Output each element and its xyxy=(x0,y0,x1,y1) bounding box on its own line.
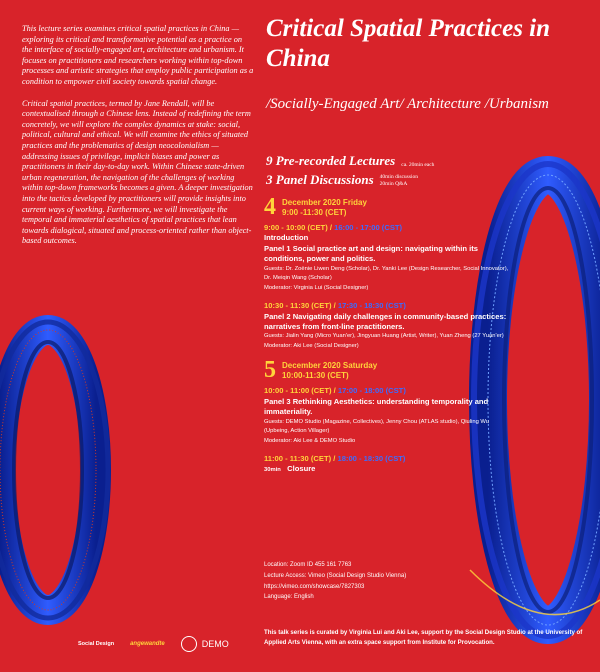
panel-1-time: 9:00 - 10:00 (CET) / 16:00 - 17:00 (CST) xyxy=(264,223,403,232)
schedule xyxy=(264,196,514,484)
event-info xyxy=(264,560,514,603)
intro-paragraph-2: Critical spatial practices, termed by Jane Rendall, will be contextualised through a Chinese lens. Instead of redefining the term concretely, we will explore the complex dynamics at stake: social, political, cultural and ethical. We will examine the ethics of situated practices and the problematics of design neocolonialism — addressing issues of privilege, implicit biases and power as practitioners in their day-to-day work. Within Chinese state-driven urban regeneration, the navigation of the challenges of working within top-down frameworks becomes a given. A deeper investigation into the tactics developed by practitioners will provide insights into current ways of working. Furthermore, we will investigate the temporal and immaterial aesthetics of spatial practices that lean towards dialogical, situated and process-oriented rather than object-based outcomes. xyxy=(22,98,253,246)
day2-date: December 2020 Saturday xyxy=(282,361,378,371)
closure-session xyxy=(264,454,514,476)
panel-1-session xyxy=(264,223,514,293)
lectures-note: ca. 20min each xyxy=(401,162,435,168)
panel-1-guests: Guests: Dr. Zoënie Liwen Deng (Scholar), Dr. Yanki Lee (Design Researcher, Social Innovator), Dr. Meiqin Wang (Scholar) xyxy=(264,265,509,282)
panel-3-time-cet: 10:00 - 11:00 (CET) xyxy=(264,386,332,396)
panel-1-time-cet: 9:00 - 10:00 (CET) xyxy=(264,223,328,232)
panel-1-title: Panel 1 Social practice art and design: navigating within its conditions, power and politics. xyxy=(264,243,478,264)
panel-3-time-cst: 17:00 - 18:00 (CST) xyxy=(337,386,406,396)
panel-3-guests: Guests: DEMO Studio (Magazine, Collectives), Jenny Chou (ATLAS studio), Qiuling Wu (Upbeing, Action Villager) xyxy=(264,418,489,435)
panel-2-time-cst: 17:30 - 18:30 (CST) xyxy=(337,301,406,311)
social-design-logo: Social Design xyxy=(78,640,115,647)
vimeo-link[interactable]: https://vimeo.com/showcase/7827303 xyxy=(264,583,365,590)
closure-time-cet: 11:00 - 11:30 (CET) xyxy=(264,454,332,464)
day1-number: 4 xyxy=(264,194,276,220)
access-text: Lecture Access: Vimeo (Social Design Studio Vienna) xyxy=(264,572,407,579)
introduction-label: Introduction xyxy=(264,233,309,243)
panel-3-time: 10:00 - 11:00 (CET) / 17:00 - 18:00 (CST) xyxy=(264,386,406,396)
demo-logo xyxy=(181,636,229,652)
partner-logos xyxy=(78,636,229,652)
panels-note xyxy=(380,174,418,188)
panel-2-guests: Guests: Jialin Yang (Micro Yuan'er), Jingyuan Huang (Artist, Writer), Yuan Zheng (27 Yuan'er) xyxy=(264,333,504,340)
closure-time: 11:00 - 11:30 (CET) / 18:00 - 18:30 (CST) xyxy=(264,454,406,464)
panels-row xyxy=(266,169,586,188)
panel-2-title: Panel 2 Navigating daily challenges in community-based practices: narratives from front-line practitioners. xyxy=(264,311,507,331)
day2-number: 5 xyxy=(264,357,276,384)
angewandte-logo: angewandte xyxy=(130,641,165,647)
panels-note-discussion: 40min discussion xyxy=(379,174,418,180)
poster-subtitle: /Socially-Engaged Art/ Architecture /Urbanism xyxy=(266,96,549,112)
closure-title: Closure xyxy=(287,464,316,474)
intro-text xyxy=(22,24,254,258)
panel-3-moderator: Moderator: Aki Lee & DEMO Studio xyxy=(264,437,356,444)
demo-circle-icon xyxy=(181,636,197,652)
format-summary xyxy=(266,150,586,188)
day1-header xyxy=(264,196,514,218)
intro-paragraph-1: This lecture series examines critical spatial practices in China — exploring its critical and transformative potential as a practice on the interface of socially-engaged art, architecture and urbanism. It focuses on practitioners and researchers working within top-down processes and artistic strategies that employ public participation as a condition to empower civil society towards spatial change. xyxy=(22,24,254,86)
closure-title-row xyxy=(264,464,514,476)
lectures-count: 9 Pre-recorded Lectures xyxy=(266,153,396,168)
panel-3-session xyxy=(264,386,514,446)
day2-time: 10:00-11:30 (CET) xyxy=(282,371,349,381)
panel-2-moderator: Moderator: Aki Lee (Social Designer) xyxy=(264,342,359,349)
credits-footer: This talk series is curated by Virginia Lui and Aki Lee, support by the Social Design Studio at the University of Applied Arts Vienna, with an extra space support from Institute for Provocation. xyxy=(264,629,583,646)
panel-2-time-cet: 10:30 - 11:30 (CET) xyxy=(264,301,332,311)
panel-1-moderator: Moderator: Virginia Lui (Social Designer) xyxy=(264,284,369,291)
poster-title: Critical Spatial Practices in China xyxy=(266,15,551,72)
language-text: Language: English xyxy=(264,594,314,601)
closure-duration: 30min xyxy=(264,467,281,474)
panel-3-title: Panel 3 Rethinking Aesthetics: understanding temporality and immateriality. xyxy=(264,396,489,417)
panels-count: 3 Panel Discussions xyxy=(266,172,374,187)
day1-time: 9:00 -11:30 (CET) xyxy=(282,208,347,217)
day1-date: December 2020 Friday xyxy=(282,198,367,207)
panel-1-time-cst: 16:00 - 17:00 (CST) xyxy=(334,223,403,232)
day2-header xyxy=(264,357,514,384)
panel-2-time: 10:30 - 11:30 (CET) / 17:30 - 18:30 (CST) xyxy=(264,301,406,311)
left-ring-graphic xyxy=(0,322,108,618)
demo-logo-text: DEMO xyxy=(201,639,229,649)
panel-2-session xyxy=(264,301,514,351)
closure-time-cst: 18:00 - 18:30 (CST) xyxy=(337,454,406,464)
panels-note-qa: 20min Q&A xyxy=(379,181,408,187)
location-text: Location: Zoom ID 455 161 7763 xyxy=(264,562,352,568)
lectures-row xyxy=(266,150,586,169)
